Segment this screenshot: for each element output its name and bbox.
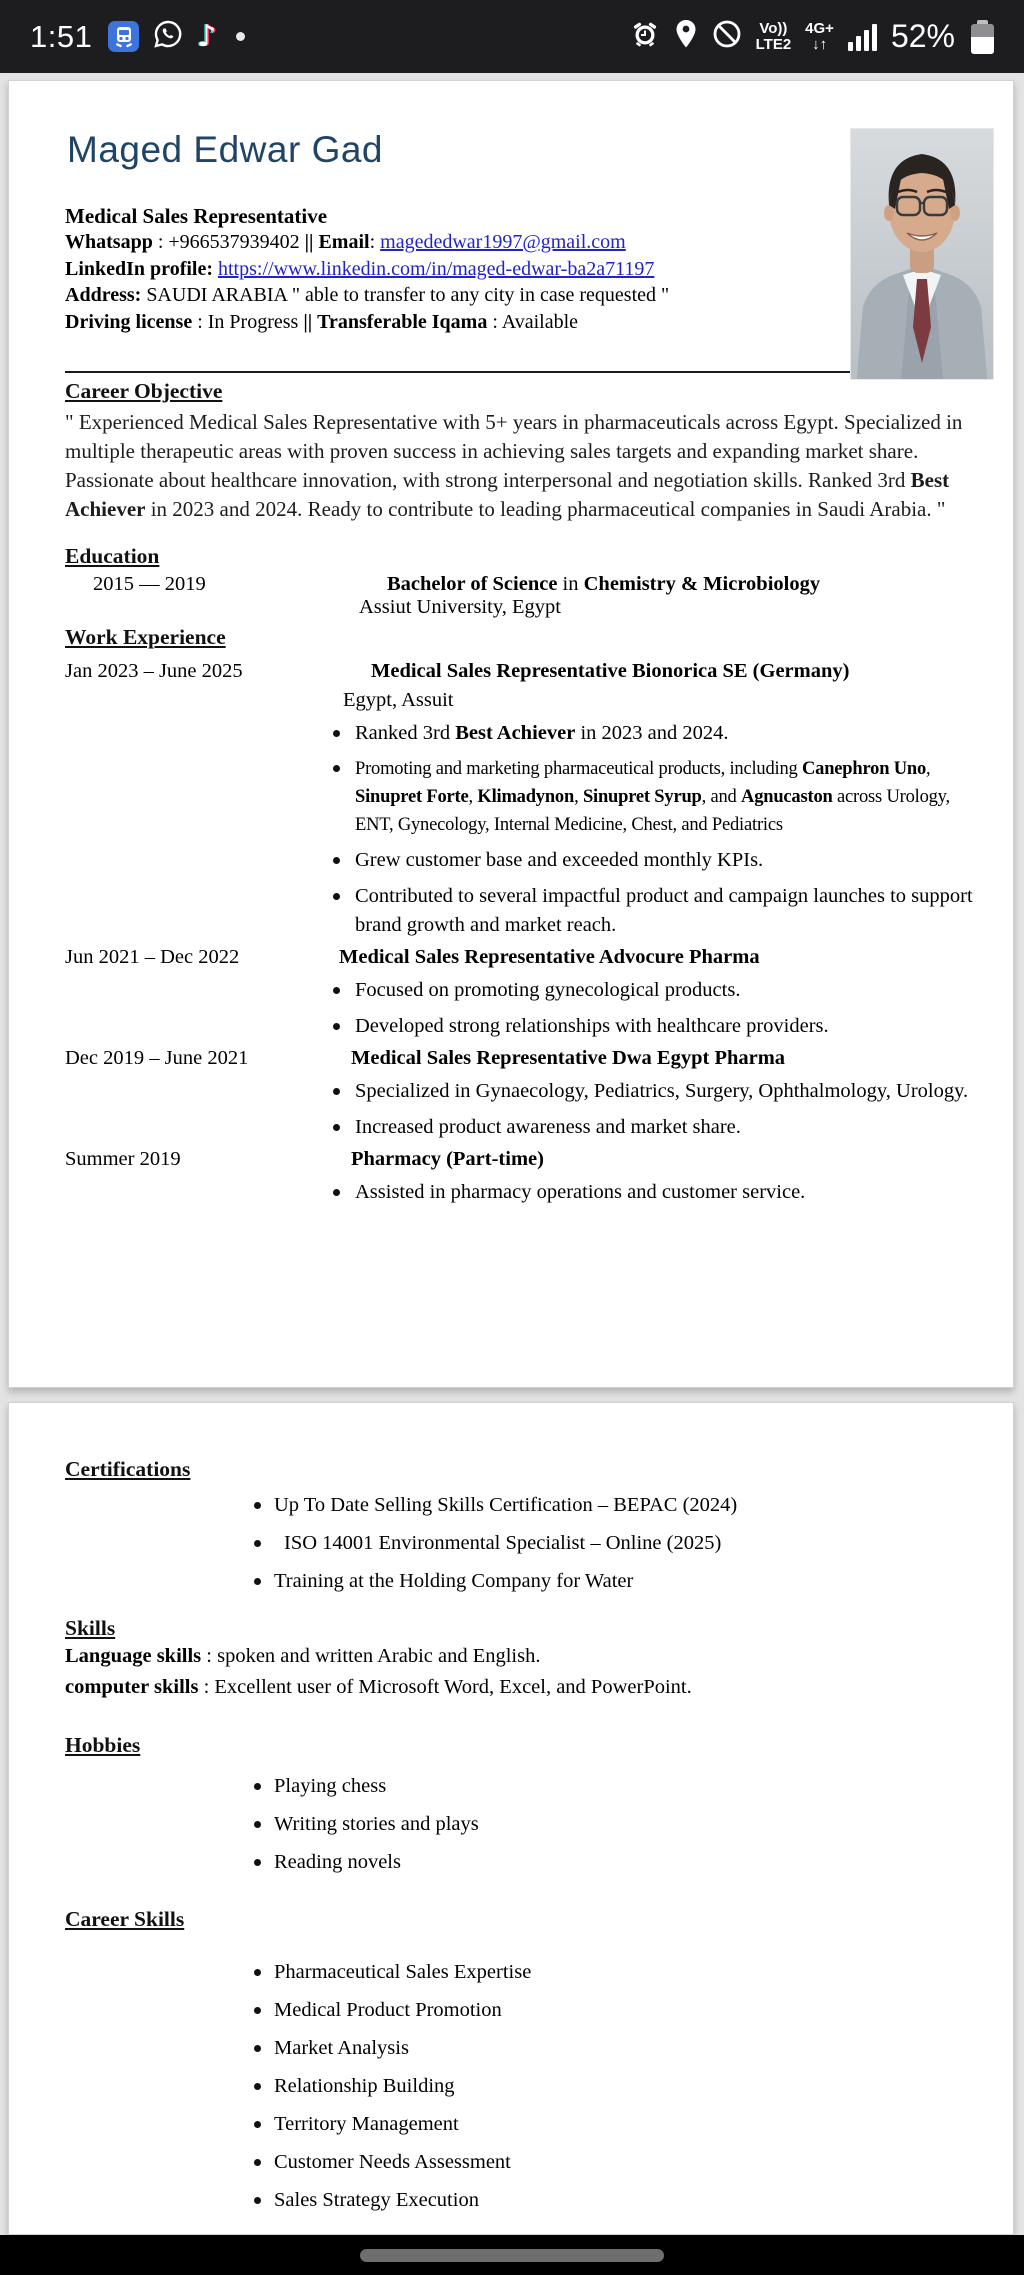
certification-item: Up To Date Selling Skills Certification – BEPAC (2024) bbox=[246, 1491, 974, 1520]
computer-skills-line: computer skills : Excellent user of Microsoft Word, Excel, and PowerPoint. bbox=[65, 1676, 692, 1698]
section-heading-skills: Skills bbox=[65, 1616, 116, 1640]
contact-line-address: Address: SAUDI ARABIA " able to transfer to any city in case requested " bbox=[65, 284, 670, 306]
contact-line-linkedin: LinkedIn profile: https://www.linkedin.com/in/maged-edwar-ba2a71197 bbox=[65, 257, 655, 280]
tiktok-icon: ♪ bbox=[197, 18, 217, 54]
metro-app-icon bbox=[108, 21, 139, 52]
section-heading-education: Education bbox=[65, 544, 160, 568]
battery-percent: 52% bbox=[890, 18, 955, 54]
train-glyph bbox=[114, 26, 134, 48]
page-title-name: Maged Edwar Gad bbox=[67, 129, 384, 170]
header-divider bbox=[65, 371, 857, 373]
job-dates: Jan 2023 – June 2025 bbox=[65, 660, 243, 682]
email-link[interactable]: magededwar1997@gmail.com bbox=[380, 231, 626, 253]
section-heading-career-skills: Career Skills bbox=[65, 1907, 185, 1931]
job-title: Pharmacy (Part-time) bbox=[351, 1148, 544, 1170]
contact-line-license-iqama: Driving license : In Progress || Transferable Iqama : Available bbox=[65, 310, 579, 333]
status-bar bbox=[0, 0, 1024, 73]
education-dates: 2015 — 2019 bbox=[93, 573, 206, 595]
profile-photo bbox=[851, 129, 993, 379]
job-bullets bbox=[325, 1178, 977, 1207]
clock-time: 1:51 bbox=[30, 18, 93, 54]
resume-page-1 bbox=[8, 80, 1014, 1388]
job-bullet: Grew customer base and exceeded monthly KPIs. bbox=[325, 846, 977, 875]
job-title: Medical Sales Representative Bionorica SE (Germany) bbox=[371, 660, 850, 682]
career-skill-item: Market Analysis bbox=[246, 2034, 974, 2063]
section-heading-career-objective: Career Objective bbox=[65, 379, 223, 403]
job-title: Medical Sales Representative Dwa Egypt Pharma bbox=[351, 1047, 786, 1069]
dnd-icon bbox=[712, 19, 742, 54]
job-row bbox=[65, 946, 977, 969]
job-dates: Dec 2019 – June 2021 bbox=[65, 1047, 249, 1069]
alarm-icon bbox=[630, 19, 660, 54]
volte-indicator: Vo)) LTE2 bbox=[755, 20, 792, 53]
job-bullet: Specialized in Gynaecology, Pediatrics, Surgery, Ophthalmology, Urology. bbox=[325, 1077, 977, 1106]
language-skills-line: Language skills : spoken and written Arabic and English. bbox=[65, 1645, 541, 1667]
hobby-item: Playing chess bbox=[246, 1772, 974, 1801]
job-bullet: Assisted in pharmacy operations and customer service. bbox=[325, 1178, 977, 1207]
job-bullet: Focused on promoting gynecological products. bbox=[325, 976, 977, 1005]
career-skill-item: Pharmaceutical Sales Expertise bbox=[246, 1958, 974, 1987]
education-degree: Bachelor of Science in Chemistry & Microbiology bbox=[387, 573, 821, 595]
job-bullet: Ranked 3rd Best Achiever in 2023 and 2024. bbox=[325, 719, 977, 748]
location-icon bbox=[674, 19, 698, 54]
job-row bbox=[65, 660, 977, 683]
job-bullet: Contributed to several impactful product and campaign launches to support brand growth and market reach. bbox=[325, 882, 977, 940]
job-dates: Summer 2019 bbox=[65, 1148, 181, 1170]
navigation-bar bbox=[0, 2235, 1024, 2275]
hobby-item: Reading novels bbox=[246, 1848, 974, 1877]
job-dates: Jun 2021 – Dec 2022 bbox=[65, 946, 240, 968]
career-skill-item: Sales Strategy Execution bbox=[246, 2186, 974, 2215]
certification-item: ISO 14001 Environmental Specialist – Online (2025) bbox=[246, 1529, 974, 1558]
section-heading-work-experience: Work Experience bbox=[65, 625, 226, 649]
battery-icon bbox=[971, 20, 994, 54]
career-skill-item: Territory Management bbox=[246, 2110, 974, 2139]
career-objective-text: " Experienced Medical Sales Representative with 5+ years in pharmaceuticals across Egypt. Specialized in multiple therapeutic areas with proven success in achieving sales targets and expanding market share. Passionate about healthcare innovation, with strong interpersonal and negotiation skills. Ranked 3rd Best Achiever in 2023 and 2024. Ready to contribute to leading pharmaceutical companies in Saudi Arabia. " bbox=[65, 410, 963, 521]
home-indicator[interactable] bbox=[360, 2249, 664, 2262]
career-skill-item: Medical Product Promotion bbox=[246, 1996, 974, 2025]
network-indicator: 4G+ ↓↑ bbox=[805, 20, 834, 53]
section-heading-certifications: Certifications bbox=[65, 1457, 191, 1481]
resume-page-2 bbox=[8, 1402, 1014, 2235]
linkedin-link[interactable]: https://www.linkedin.com/in/maged-edwar-ba2a71197 bbox=[218, 257, 655, 280]
job-bullet: Developed strong relationships with healthcare providers. bbox=[325, 1012, 977, 1041]
job-bullets bbox=[325, 1077, 977, 1142]
section-heading-hobbies: Hobbies bbox=[65, 1733, 141, 1757]
hobby-item: Writing stories and plays bbox=[246, 1810, 974, 1839]
job-title: Medical Sales Representative Advocure Pharma bbox=[339, 946, 760, 968]
education-school: Assiut University, Egypt bbox=[359, 596, 561, 618]
job-bullet: Promoting and marketing pharmaceutical products, including Canephron Uno, Sinupret Forte, Klimadynon, Sinupret Syrup, and Agnucaston across Urology, ENT, Gynecology, Internal Medicine, Chest, and Pediatrics bbox=[325, 755, 977, 839]
job-row bbox=[65, 1047, 977, 1070]
contact-line-whatsapp-email: Whatsapp : +966537939402 || Email: magededwar1997@gmail.com bbox=[65, 231, 626, 253]
job-bullet: Increased product awareness and market share. bbox=[325, 1113, 977, 1142]
career-skill-item: Customer Needs Assessment bbox=[246, 2148, 974, 2177]
career-skill-item: Relationship Building bbox=[246, 2072, 974, 2101]
role-line: Medical Sales Representative bbox=[65, 204, 328, 228]
signal-bars-icon bbox=[848, 23, 877, 51]
job-row bbox=[65, 1148, 977, 1171]
career-skill-list bbox=[246, 1958, 977, 2215]
job-bullets bbox=[325, 719, 977, 940]
notification-dot bbox=[236, 32, 245, 41]
job-bullets bbox=[325, 976, 977, 1041]
certification-list bbox=[246, 1491, 977, 1596]
job-location: Egypt, Assuit bbox=[343, 689, 454, 711]
whatsapp-icon bbox=[152, 18, 184, 55]
certification-item: Training at the Holding Company for Water bbox=[246, 1567, 974, 1596]
hobby-list bbox=[246, 1772, 977, 1877]
